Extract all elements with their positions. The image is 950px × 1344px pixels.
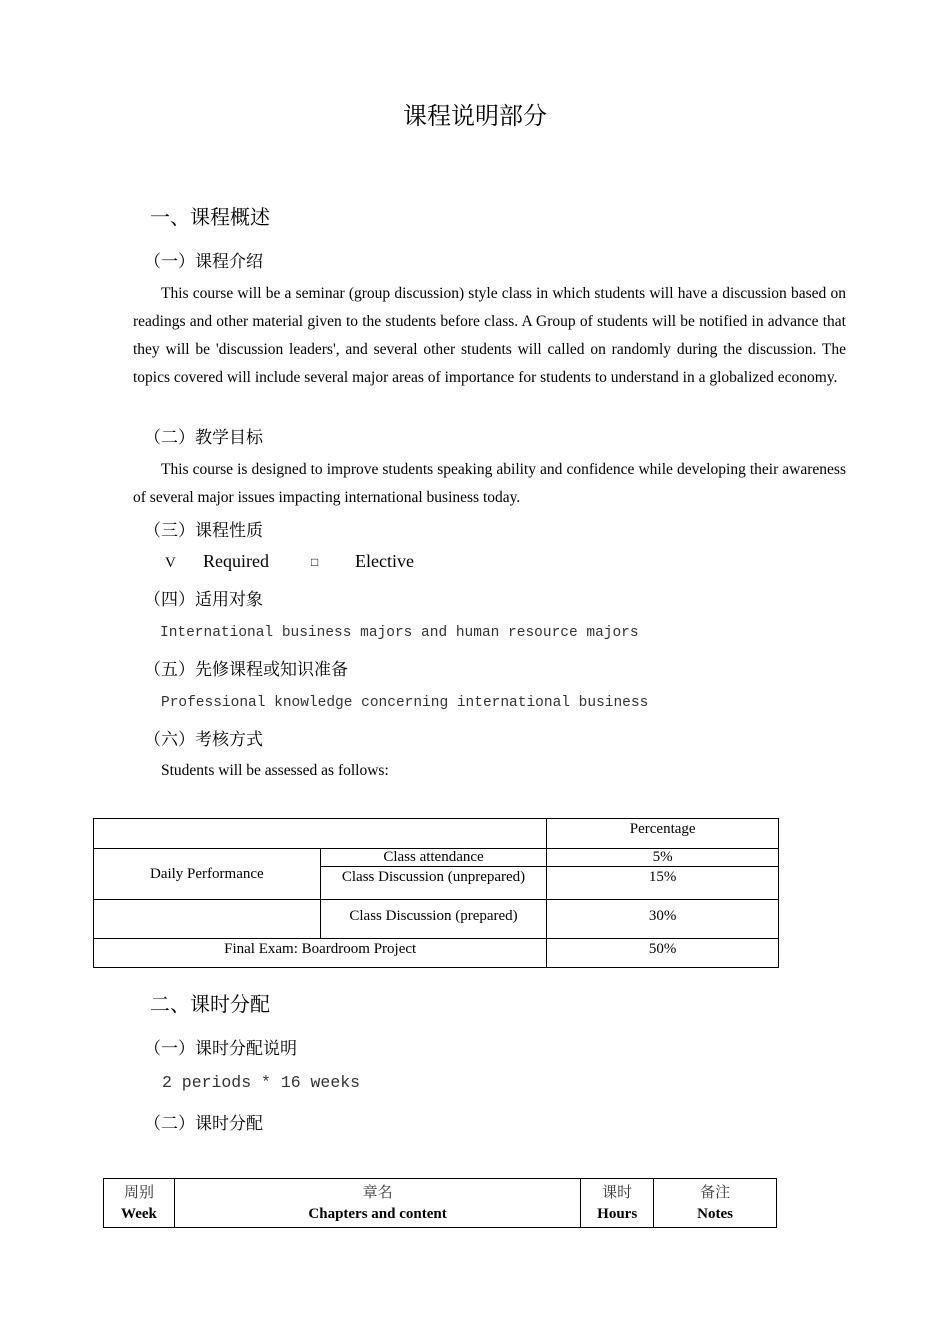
target-audience-text: International business majors and human resource majors — [160, 625, 639, 641]
week-column-header: 周别 Week — [104, 1179, 175, 1228]
page-title: 课程说明部分 — [403, 102, 547, 130]
subheading-course-intro: （一）课程介绍 — [144, 252, 263, 272]
subheading-hours-allocation: （二）课时分配 — [144, 1114, 263, 1134]
notes-column-header: 备注 Notes — [654, 1179, 777, 1228]
hours-column-header: 课时 Hours — [581, 1179, 654, 1228]
assessment-percentage: 5% — [547, 849, 779, 867]
table-row — [94, 939, 779, 968]
assessment-item: Class attendance — [320, 849, 547, 867]
assessment-item: Class Discussion (unprepared) — [320, 867, 547, 900]
section-heading-hours: 二、课时分配 — [150, 992, 270, 1016]
assessment-percentage: 30% — [547, 900, 779, 939]
percentage-header: Percentage — [547, 819, 779, 849]
subheading-assessment: （六）考核方式 — [144, 730, 263, 750]
assessment-item: Class Discussion (prepared) — [320, 900, 547, 939]
section-heading-overview: 一、课程概述 — [150, 205, 270, 229]
subheading-teaching-goals: （二）教学目标 — [144, 428, 263, 448]
elective-checkbox: □ — [311, 555, 319, 569]
hours-explanation-text: 2 periods * 16 weeks — [162, 1073, 361, 1092]
required-label: Required — [203, 551, 269, 571]
table-row — [94, 849, 779, 867]
assessment-text: Students will be assessed as follows: — [161, 762, 389, 779]
subheading-course-nature: （三）课程性质 — [144, 521, 263, 541]
table-cell-empty — [94, 900, 321, 939]
chapters-column-header: 章名 Chapters and content — [174, 1179, 580, 1228]
assessment-percentage: 15% — [547, 867, 779, 900]
table-row — [94, 819, 779, 849]
hours-allocation-table — [103, 1178, 777, 1228]
subheading-hours-explanation: （一）课时分配说明 — [144, 1039, 297, 1059]
course-intro-text: This course will be a seminar (group discussion) style class in which students will have a discussion based on readings and other material given to the students before class. A Group of students will be notified in advance that they will be 'discussion leaders', and several other students will called on randomly during the discussion. The topics covered will include several major areas of importance for students to understand in a globalized economy. — [133, 285, 846, 386]
table-row — [94, 900, 779, 939]
table-header-row — [104, 1179, 777, 1228]
subheading-target-audience: （四）适用对象 — [144, 590, 263, 610]
assessment-table — [93, 818, 779, 968]
elective-label: Elective — [355, 551, 414, 571]
final-exam-item: Final Exam: Boardroom Project — [94, 939, 547, 968]
subheading-prerequisites: （五）先修课程或知识准备 — [144, 660, 348, 680]
daily-performance-label: Daily Performance — [94, 849, 321, 900]
required-checkmark: V — [165, 555, 176, 571]
table-cell-empty — [94, 819, 547, 849]
teaching-goals-text: This course is designed to improve students speaking ability and confidence while developing their awareness of several major issues impacting international business today. — [133, 461, 846, 506]
final-exam-percentage: 50% — [547, 939, 779, 968]
prerequisites-text: Professional knowledge concerning international business — [161, 695, 649, 711]
